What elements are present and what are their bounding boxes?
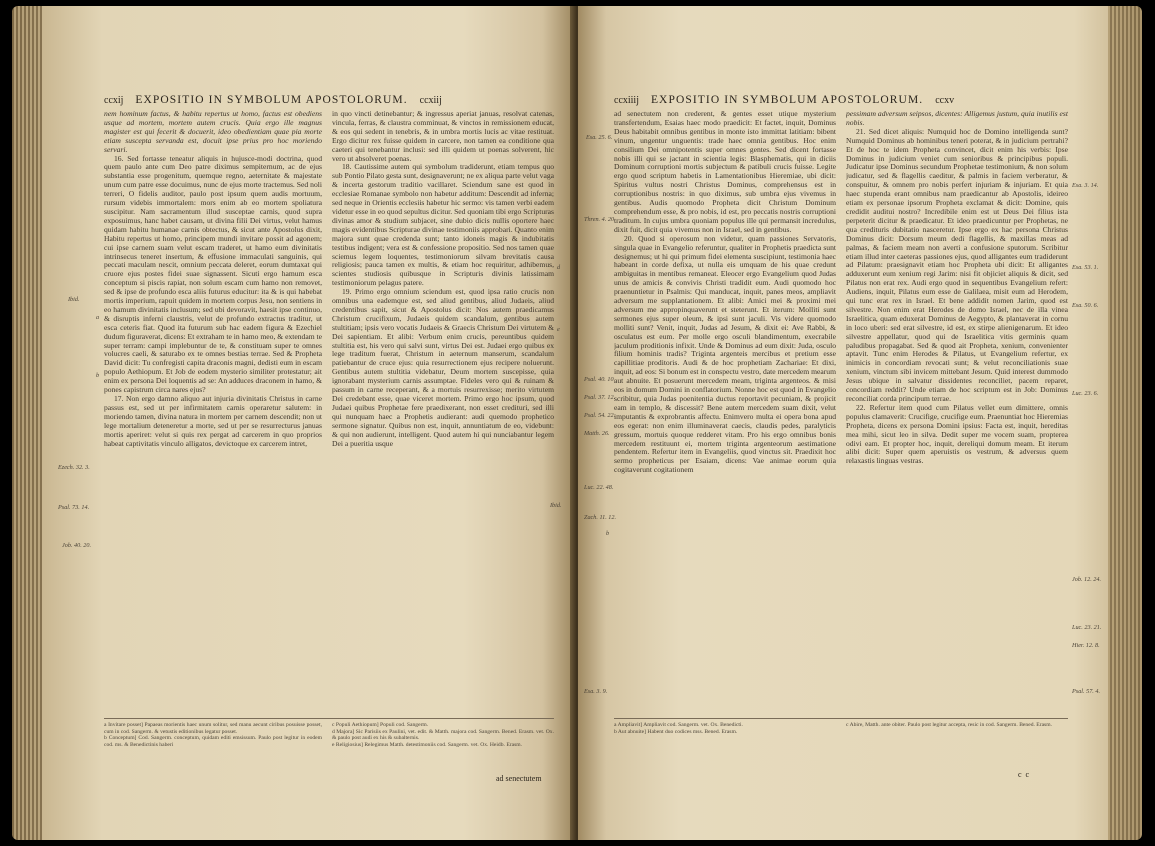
catchword: ad senectutem <box>496 774 542 783</box>
left-page-number-right: ccxiij <box>419 95 442 106</box>
margin-reference: Psal. 73. 14. <box>58 504 90 511</box>
paragraph: 18. Cautissime autem qui symbolum tradiderunt, etiam tempus quo sub Pontio Pilato gesta sunt, designaverunt; ne ex aliqua parte velut vaga & incerta gestorum traditio vacillaret. Sciendum sane est quod in ecclesiae Romanae symbolo non habetur additum: Descendit ad inferna; sed neque in Orientis ecclesiis habetur hic sermo: vis tamen verbi eadem videtur esse in eo quod sepultus dicitur. Sed quoniam tibi ergo Scripturas divinas amor & studium subjacet, sine dubio dicis nullis oportere haec magis evidentibus Scripturae divinae testimoniis approbari. Quanto enim majora sunt quae credenda sunt; tanto idoneis magis & indubitatis testibus indigent; vera est & confessione propositio. Sed nos tamen quae sciemus legem loquentes, testimoniorum silvam brevitatis causa religiosis; pauca tamen ex multis, & etiam hoc requiritur, adhibemus, scientes studiosis quibusque in Scripturis divinis latissimam testimoniorum pelagus patere. <box>332 162 554 288</box>
footnote: c Abire, Matth. ante obiter. Paulo post legitur accepta, resic in cod. Sangerm. Bened. Erasm. <box>846 722 1052 728</box>
left-column-1 <box>104 110 322 710</box>
margin-reference: Psal. 37. 12. <box>584 394 616 401</box>
left-running-title: EXPOSITIO IN SYMBOLUM APOSTOLORUM. <box>135 94 408 106</box>
note-letter: e <box>557 326 560 333</box>
footnote: a Ampliavit] Ampliavit cod. Sangerm. vet. Ox. Benedicti. <box>614 722 743 728</box>
paragraph: nem hominum factus, & habitu repertus ut homo, factus est obediens usque ad mortem, mortem autem crucis. Quia ergo ille magnus magister est qui fecerit & docuerit, ideo obedientiam quae pia morte etiam suscepta servanda est, docuit ipse prius pro hoc moriendo servari. <box>104 110 322 154</box>
paragraph: 16. Sed fortasse teneatur aliquis in hujusce-modi doctrina, quod quem paulo ante cum Deo patre diximus sempiternum, ac de ejus substantia esse progenitum, quemque regno, aeternitate & majestate unum cum patre esse docuimus, nunc de ejus morte tractemus. Sed noli terreri, O fidelis auditor, paulo post ipsum quem audis mortuum, rursum videbis immortalem: mors enim ab eo mortem spoliatura suscipitur. Nam sacramentum illud susceptae carnis, quod supra exposuimus, hanc habet causam, ut divina filii Dei virtus, velut hamus quidam habitu humanae carnis obtectus, & sicut ante Apostolus dixit, Habitu repertus ut homo, principem mundi invitare possit ad agonem; cui ipse carnem suam velut escam traderet, ut hamo eum divinitatis intrinsecus teneret insertum, & effusione immaculati sanguinis, qui peccati maculam nescit, omnium peccata deleret, eorum dumtaxat qui cruore ejus postes fidei suae signassent. Sicuti ergo hamum esca conceptum si piscis rapiat, non solum escam cum hamo non removet, sed & ipse de profundo esca aliis futurus educitur: ita & is qui habebat mortis imperium, rapuit quidem in mortem corpus Jesu, non sentiens in eo hamum divinitatis inclusum; sed ubi devoravit, haesit ipse continuo, & disruptis inferni claustris, velut de profundo extractus traditur, ut esca ceteris fiat. Quod ita futurum sub hac eadem figura & Ezechiel dudum figuraverat, dicens: Et extraham te in hamo meo, & extendam te super terram: campi implebuntur de te, & constituam super te omnes volucres caeli, & saturabo ex te omnes bestias terrae. Sed & Propheta David dicit: Tu confregisti capita draconis magni, dedisti eum in escam populo Aethiopum. Et Job de eodem mysterio similiter protestatur; ait enim ex persona Dei loquentis ad se: An adduces draconem in hamo, & pones capistrum circa nares ejus? <box>104 153 322 395</box>
margin-reference: Esa. 25. 6. <box>586 134 613 141</box>
footnote: b Conceptum] Cod. Sangerm. conceptum, quidam editi emsissum. Paulo post legitur in eodem cod. ms. & Benedictinis haberi <box>104 735 322 748</box>
left-column-2 <box>332 110 554 710</box>
left-page-edges <box>12 6 42 840</box>
left-page-header <box>104 94 442 106</box>
left-footnotes-col1 <box>104 722 322 812</box>
margin-reference: Luc. 23. 21. <box>1072 624 1102 631</box>
right-page-edges <box>1108 6 1142 840</box>
paragraph: 17. Non ergo damno aliquo aut injuria divinitatis Christus in carne passus est, sed ut per infirmitatem carnis operaretur salutem: in moriendo tamen, divina natura in mortem per carnem descendit; non ut lege mortalium deteneretur a morte, sed ut per se resurrecturus januas mortis aperiret: velut si quis rex pergat ad carcerem in quo proprios habeat captivitatis vinculo alligatos, devictoque ex carcerem intret, <box>104 394 322 448</box>
paragraph: pessimam adversum seipsos, dicentes: Alligemus justum, quia inutilis est nobis. <box>846 110 1068 127</box>
margin-reference: Esa. 50. 6. <box>1072 302 1099 309</box>
footnote: c Populi Aethiopum] Populi cod. Sangerm. <box>332 722 429 728</box>
footnote: b Aut abnuite] Habent duo codices mss. Bened. Erasm. <box>614 728 738 735</box>
margin-reference: Job. 12. 24. <box>1072 576 1102 583</box>
margin-reference: Esa. 3. 9. <box>584 688 608 695</box>
note-letter: b <box>96 372 100 379</box>
note-letter: a <box>96 314 100 321</box>
paragraph: 20. Quod si operosum non videtur, quam passiones Servatoris, singula quae in Evangelio referuntur, qualiter in Prophetis praedicta sunt designemus; ut hi qui primum fidei elementa suscipiunt, testimonia haec habeant in corde defixa, ut nulla eis umquam de his quae credunt ambiguitas in mentibus remaneat. Eleocer ergo Evangelium quod Judas unus de amicis & convivis Christi tradidit eum. Audi quomodo hoc praenuntietur in Psalmis: Qui manducat, inquit, panes meos, ampliavit adversum me supplantationem. Et alibi: Amici mei & proximi mei adversum me appropinquaverunt et steterunt. Et iterum: Molliti sunt sermones ejus super oleum, & ipsi sunt jaculi. Vis videre quomodo molliti sunt? Venit, inquit, Judas ad Jesum, & dixit ei: Ave Rabbi, & osculatus est eum. Per molle ergo osculi blandimentum, execrabile jaculum proditionis infixit. Unde & Dominus ad eum dixit: Juda, osculo filium hominis tradis? Triginta argenteis mercibus et pretium esse capillitiae proditoris. Audi & de hoc prophetiam Zachariae: Et dixi, inquit, ad eos: Si bonum est in conspectu vestro, date mercedem mearum aut abnuite. Et posuerunt mercedem meam, triginta argenteos. & misi eos in domum Domini in conflatorium. Nonne hoc est quod in Evangelio scribitur, quia Judas poenitentia ductus reportavit pecuniam, & projicit eam in templo, & discessit? Bene autem mercedem suam dixit, velut imputantis & exprobrantis affectu. Enimvero multa ei opera bona apud eos egerat: non enim illuminaverat caecis, claudis pedes, paralyticis gressum, mortuis quoque redderet vitam. Pro his ergo omnibus bonis mercedem restituunt ei, mortem triginta argenteorum aestimatione pendentem. Refertur item in Evangeliis, quod vinctus sit. Praedixit hoc sermo propheticus per Esaiam, dicens: Vae animae eorum quia cogitaverunt cogitationem <box>614 233 836 475</box>
footnote: e Religiosius] Relegimus Matth. detestimoniis cod. Sangerm. vet. Ox. Heidb. Erasm. <box>332 741 523 748</box>
margin-reference: Ibid. <box>68 296 80 303</box>
margin-reference: Zach. 11. 12. <box>584 514 617 521</box>
right-running-title: EXPOSITIO IN SYMBOLUM APOSTOLORUM. <box>650 94 924 106</box>
margin-reference: Esa. 3. 14. <box>1072 182 1099 189</box>
note-letter: b <box>606 530 610 537</box>
right-footnotes-col2 <box>846 722 1068 782</box>
margin-reference: Matth. 26. <box>584 430 610 437</box>
margin-reference: Esa. 53. 1. <box>1072 264 1099 271</box>
right-page-header <box>614 94 954 106</box>
left-page-number: ccxij <box>104 95 124 106</box>
margin-reference: Ibid. <box>550 502 562 509</box>
footnote-rule <box>104 718 554 719</box>
paragraph: ad senectutem non crederent, & gentes esset utique mysterium transfertendum, Esaias haec modo praedicit: Et factet, inquit, Dominus Deus habitabit omnibus gentibus in monte isto immittat latitiam: bibent vinum, ungentur unguentis: trade haec omnia gentibus. Hoc enim consilium Dei omnipotentis super omnes gentes. Sed dicent fortasse nobis illi qui se jactant in scientia legis: Blasphematis, qui in diciis Dominum corruptioni mortis subjectum & patibuli crucis fuisse. Legite ergo quod scriptum habetis in Lamentationibus Hieremiae, ubi dicit: Spiritus vultus nostri Christus Dominus, comprehensus est in corruptionibus nostris: in quo diximus, sub umbra ejus vivemus in gentibus. Audis quomodo Propheta dicit Christum Dominum comprehendum esse, & pro nobis, id est, pro peccatis nostris corruptioni traditum. In cujus umbra quoniam populus ille qui permansit incredulus, dixit fuit, dicit quia vivemus non in Israel, sed in gentibus. <box>614 110 836 234</box>
paragraph: 21. Sed dicet aliquis: Numquid hoc de Domino intelligenda sunt? Numquid Dominus ab hominibus teneri poterat, & in judicium pertrahi? Et de hoc te idem Propheta convincet, dicit enim his verbis: Ipse Dominus in judicium veniet cum senioribus & principibus populi. Judicatur ipse Dominus secundum Prophetae testimonium, & non solum judicatur, sed & flagellis caeditur, & palmis in faciem verberatur, & conspuitur, & omnem pro nobis perfert injuriam & injuriam. Et quia haec stupenda erant omnibus nam praedicantur ab Apostolis, ideireo etiam ex personae ipsorum Propheta exclamat & dicit: Domine, quis credidit auditui nostro? Incredibile enim est ut Deus Dei filius ista perpeterit dicitur & praedicatur. Et ideo praedicuntur per Prophetas, ne qua credituris dubitatio nasceretur. Ipse ergo ex hac persona Christus Dominus dicit: Dorsum meum dedi flagellis, & maxillas meas ad palmas, & faciem meam non averti a confusione sputorum. Scribitur etiam illud inter caeteras passiones ejus, quod alligantes eum tradiderunt ad Pilatum: praesignavit etiam hoc Propheta ubi dicit: Et alligantes adduxerunt eum xenium regi Jarim: nisi fit objiciet aliquis & dicit, sed Pilatus non erat rex. Audi ergo quod in sequentibus Evangelium refert: Audiens, inquit, Pilatus eum esse de Galilaea, misit eum ad Herodem, qui tunc erat rex in Israel. Et bene addidit nomen Jarim, quod est silvestre. Non enim erat Herodes de domo Israel, nec de illa vinea Israelitica, quam eduxerat Dominus de Aegypto, & plantaverat in cornu in loco uberi: sed erat silvestre, id est, ex stirpe alienigenarum. Et ideo silvestre appellatur, quod qui de Israelitica vitis germinis quam paludibus propagabat. Sed & quod ait Propheta, xenium, convenienter aptavit. Tunc enim Herodes & Pilatus, ut Evangelium refertur, ex inimicis in concordiam revocati sunt; & velut reconciliationis suae xenium, vinctum sibi invicem mittebant Jesum. Quid interest dummodo Jesus ubique in salvatur dissidentes reconciliet, pacem reparet, concordiam reddit? Unde etiam de hoc scriptum est in Job: Dominus reconciliat corda principum terrae. <box>846 126 1068 403</box>
footnote-rule <box>614 718 1068 719</box>
note-letter: d <box>557 264 561 271</box>
right-column-1 <box>614 110 836 712</box>
paragraph: 19. Primo ergo omnium sciendum est, quod ipsa ratio crucis non omnibus una eademque est, sed aliud gentibus, aliud Judaeis, aliud credentibus sapit, sicut & Apostolus dicit: Nos autem praedicamus Christum crucifixum, Judaeis quidem scandalum, gentibus autem stultitiam; ipsis vero vocatis Judaeis & Graecis Christum Dei virtutem & Dei sapientiam. Et alibi: Verbum enim crucis, pereuntibus quidem stultitia est, his vero qui salvi sunt, virtus Dei est. Judaei ergo quibus ex lege traditum fuerat, Christum in aeternum manserum, scandalum patiebantur de cruce ejus: quia resurrectionem ejus recipere noluerunt. Gentibus autem stultitia videbatur, Deum mortem suscepisse, quia ignorabant mysterium carnis assumptae. Fideles vero qui & ruinam & passum in carne receperant, & a mortuis resurrexisse; merito virtutem Dei credebant esse, quae viceret mortem. Primo ergo hoc ipsum, quod Judaei quibus Prophetae fere praedixerant, non esset credituri, sed illi qui nunquam haec a Prophetis audierant: audi quemodo prophetico sermone signatur. Quibus non est, inquit, annuntiatum de eo, videbunt: & qui non audierunt, intelligent. Quod autem hi qui nunciabantur legem Dei a pueritia usque <box>332 287 554 448</box>
footnote: d Majora] Sic Parisiis ex Paulini, vet. edit. & Matth. majora cod. Sangerm. Bened. Erasm. vet. Ox. & paulo post audi ex his & subalternis. <box>332 728 554 742</box>
margin-reference: Psal. 57. 4. <box>1072 688 1101 695</box>
signature-mark: c c <box>1018 770 1031 779</box>
margin-reference: Ezech. 32. 3. <box>58 464 90 471</box>
paragraph: in quo vincti detinebantur; & ingressus aperiat januas, resolvat catenas, vincula, ferras, & claustra comminuat, & vinctos in remissionem educat, & eos qui sedent in tenebris, & in umbra mortis lucis ac vitae restituat. Ergo dicitur rex fuisse quidem in carcere, non tamen ea conditione qua caeteri qui tenebantur inclusi: sed illi quidem ut poenas solverent, hic vero ut absolveret poenas. <box>332 110 554 163</box>
paragraph: 22. Refertur item quod cum Pilatus vellet eum dimittere, omnis populus clamaverit: Crucifige, crucifige eum. Praenuntiat hoc Hieremias Propheta, dicens ex persona Domini ipsius: Facta est, inquit, hereditas mea mihi, sicut leo in silva. Dedit super me vocem suam, propterea odivi eam. Et propter hoc, inquit, dereliqui domum meam. Et iterum alibi dicit: Super quem aperuistis os vestrum, & adversus quem relaxastis linguas vestras. <box>846 402 1068 466</box>
right-column-2 <box>846 110 1068 712</box>
margin-reference: Thren. 4. 20. <box>584 216 616 223</box>
margin-reference: Psal. 40. 10. <box>584 376 616 383</box>
left-footnotes-col2 <box>332 722 554 812</box>
right-footnotes-col1 <box>614 722 836 782</box>
footnote: a Invitare posset] Papaeas morientis haec unum solitur, sed manu aecunt ciribus posuisse posset, cum in cod. Sangerm. & vetustis editionibus legatur posset. <box>104 722 322 735</box>
right-page <box>578 6 1142 840</box>
right-page-number-left: ccxiiij <box>614 95 639 106</box>
open-book <box>12 6 1142 840</box>
margin-reference: Hier. 12. 8. <box>1072 642 1100 649</box>
margin-reference: Psal. 54. 22. <box>584 412 616 419</box>
left-page <box>12 6 576 840</box>
margin-reference: Job. 40. 20. <box>62 542 92 549</box>
right-page-number: ccxv <box>935 95 955 106</box>
margin-reference: Luc. 23. 6. <box>1072 390 1099 397</box>
margin-reference: Luc. 22. 48. <box>584 484 614 491</box>
